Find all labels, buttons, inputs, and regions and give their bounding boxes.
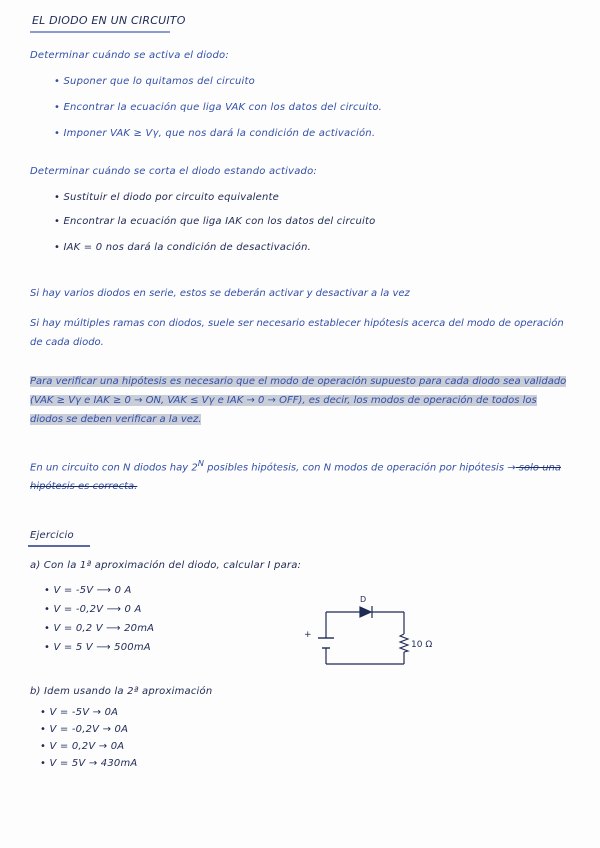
part-b-item: • V = 0,2V → 0A [40, 741, 125, 752]
battery-symbol [318, 638, 334, 648]
part-b-item: • V = -5V → 0A [40, 707, 119, 718]
on-section-heading: Determinar cuándo se activa el diodo: [30, 50, 229, 61]
circuit-diagram [300, 590, 450, 675]
paragraph-verify-hypothesis: Para verificar una hipótesis es necesario que el modo de operación supuesto para cada diodo sea validado (VAK ≥ Vγ e IAK ≥ 0 → ON, VAK ≤ Vγ e IAK → 0 → OFF), es decir, los modos de operación de todos los diodos se deben verificar a la vez. [30, 376, 567, 425]
resistor-label: 10 Ω [411, 640, 433, 650]
off-item: • Encontrar la ecuación que liga IAK con los datos del circuito [54, 216, 376, 227]
part-b-heading: b) Idem usando la 2ª aproximación [30, 686, 213, 697]
part-a-item: • V = 5 V ⟶ 500mA [44, 642, 151, 653]
title-underline [30, 31, 170, 33]
diode-label: D [360, 595, 367, 604]
paragraph-multiple-branches: Si hay múltiples ramas con diodos, suele ser necesario establecer hipótesis acerca del modo de operación de cada diodo. [30, 318, 564, 348]
diode-symbol [360, 606, 372, 618]
paragraph-series-diodes: Si hay varios diodos en serie, estos se deberán activar y desactivar a la vez [30, 288, 410, 299]
off-section-heading: Determinar cuándo se corta el diodo estando activado: [30, 166, 317, 177]
battery-plus-label: + [304, 630, 312, 640]
off-item: • IAK = 0 nos dará la condición de desactivación. [54, 242, 311, 253]
on-item: • Imponer VAK ≥ Vγ, que nos dará la condición de activación. [54, 128, 376, 139]
resistor-symbol [400, 634, 408, 652]
on-item: • Suponer que lo quitamos del circuito [54, 76, 255, 87]
paragraph-n-diodes: En un circuito con N diodos hay $2^N$ posibles hipótesis, con N modos de operación por hipótesis → solo una hipótesis es correcta. [30, 458, 561, 493]
on-item: • Encontrar la ecuación que liga VAK con los datos del circuito. [54, 102, 383, 113]
exercise-underline [28, 545, 90, 547]
part-a-item: • V = -0,2V ⟶ 0 A [44, 604, 142, 615]
part-a-item: • V = -5V ⟶ 0 A [44, 585, 132, 596]
part-b-item: • V = -0,2V → 0A [40, 724, 129, 735]
part-a-item: • V = 0,2 V ⟶ 20mA [44, 623, 155, 634]
part-b-item: • V = 5V → 430mA [40, 758, 138, 769]
exercise-heading: Ejercicio [30, 530, 74, 541]
off-item: • Sustituir el diodo por circuito equivalente [54, 192, 279, 203]
page-title: EL DIODO EN UN CIRCUITO [32, 14, 186, 27]
part-a-heading: a) Con la 1ª aproximación del diodo, calcular I para: [30, 560, 302, 571]
